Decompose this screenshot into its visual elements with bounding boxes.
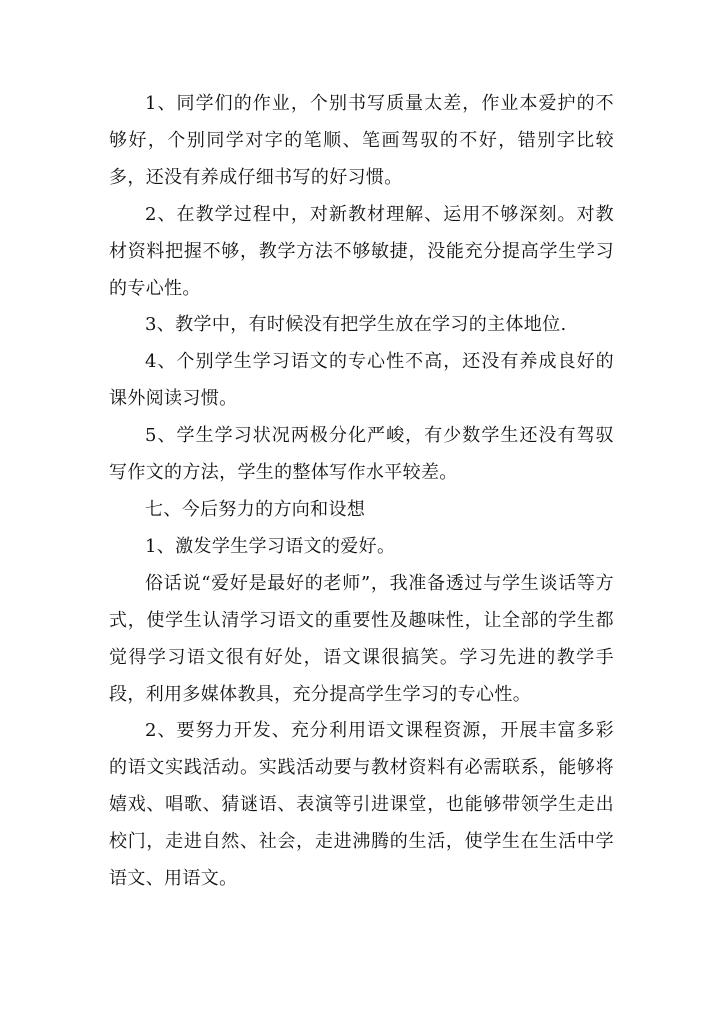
paragraph-student-position: 3、教学中，有时候没有把学生放在学习的主体地位. — [145, 314, 567, 336]
paragraph-writing-quality: 1、同学们的作业，个别书写质量太差，作业本爱护的不够好，个别同学对字的笔顺、笔画驾驭的不好，错别字比较多，还没有养成仔细书写的好习惯。 — [109, 93, 614, 188]
document-page — [109, 86, 614, 898]
paragraph-practice-activities: 2、要努力开发、充分利用语文课程资源，开展丰富多彩的语文实践活动。实践活动要与教材资料有必需联系，能够将嬉戏、唱歌、猜谜语、表演等引进课堂，也能够带领学生走出校门，走进自然、社会，走进沸腾的生活，使学生在生活中学语文、用语文。 — [109, 720, 614, 890]
paragraph-reading-habits: 4、个别学生学习语文的专心性不高，还没有养成良好的课外阅读习惯。 — [109, 351, 614, 410]
section-heading-future-plans: 七、今后努力的方向和设想 — [145, 498, 366, 520]
paragraph-teaching-process: 2、在教学过程中，对新教材理解、运用不够深刻。对教材资料把握不够，教学方法不够敏捷，没能充分提高学生学习的专心性。 — [109, 203, 614, 299]
subheading-stimulate-interest: 1、激发学生学习语文的爱好。 — [145, 535, 396, 557]
paragraph-writing-level: 5、学生学习状况两极分化严峻，有少数学生还没有驾驭写作文的方法，学生的整体写作水平较差。 — [109, 425, 614, 484]
paragraph-interest-teacher: 俗话说“爱好是最好的老师”，我准备透过与学生谈话等方式，使学生认清学习语文的重要性及趣味性，让全部的学生都觉得学习语文很有好处，语文课很搞笑。学习先进的教学手段，利用多媒体教具，充分提高学生学习的专心性。 — [109, 572, 614, 705]
